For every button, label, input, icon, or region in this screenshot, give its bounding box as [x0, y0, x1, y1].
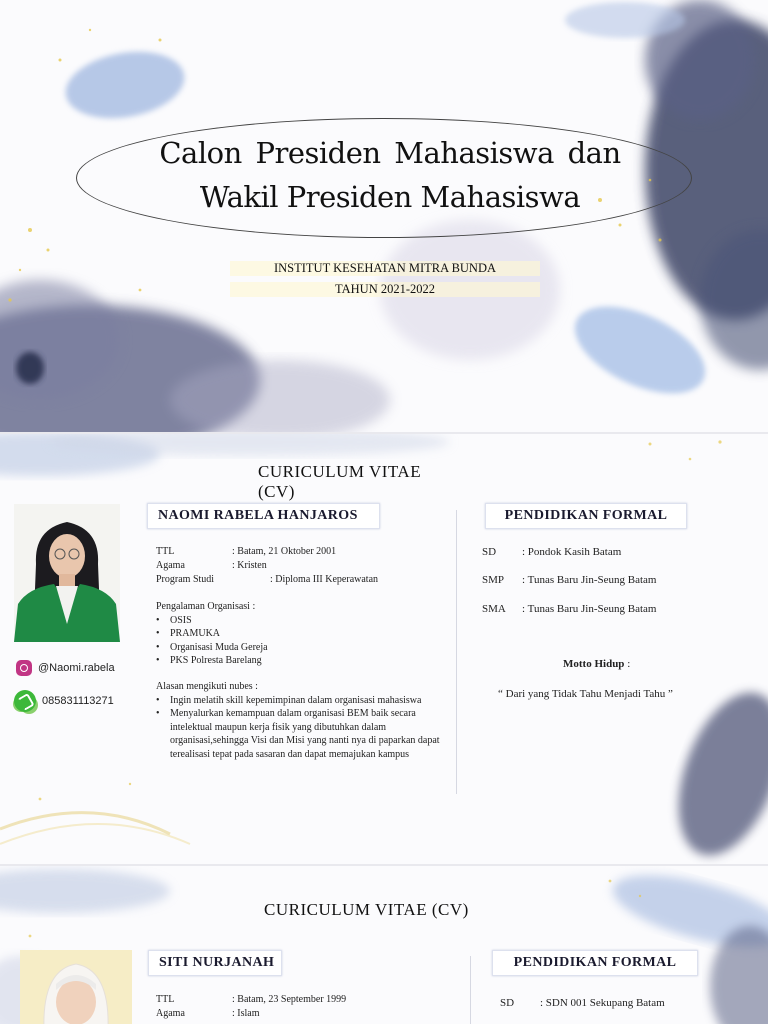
- motto-label: Motto Hidup :: [563, 658, 631, 670]
- cv-heading: CURICULUM VITAE (CV): [258, 462, 422, 501]
- education-title-box: PENDIDIKAN FORMAL: [485, 503, 687, 529]
- column-divider: [456, 510, 457, 794]
- cover-slide: [0, 0, 768, 432]
- prodi-row: Program Studi : Diploma III Keperawatan: [156, 574, 379, 585]
- academic-year: TAHUN 2021-2022: [230, 282, 540, 297]
- education-row-sma: SMA : Tunas Baru Jin-Seung Batam: [482, 603, 657, 615]
- reason-item: • Menyalurkan kemampuan dalam organisasi BEM baik secara intelektual maupun kerja fisik yang dibutuhkan dalam organisasi,sehingga Visi dan Misi yang nanti nya di paparkan dapat terealisasi tepat pada sasaran dan dapat memajukan kampus: [156, 707, 456, 761]
- organization-item: • OSIS: [156, 614, 268, 628]
- candidate-name-box: NAOMI RABELA HANJAROS: [147, 503, 380, 529]
- motto-text: “ Dari yang Tidak Tahu Menjadi Tahu ”: [498, 688, 673, 700]
- education-row-smp: SMP : Tunas Baru Jin-Seung Batam: [482, 574, 657, 586]
- organization-item: • Organisasi Muda Gereja: [156, 641, 268, 655]
- reason-title: Alasan mengikuti nubes :: [156, 681, 258, 692]
- cv-slide-siti: [0, 866, 768, 1024]
- education-row-sd: SD : SDN 001 Sekupang Batam: [500, 997, 665, 1009]
- ttl-row: TTL : Batam, 21 Oktober 2001: [156, 546, 337, 557]
- whatsapp-icon: [14, 690, 36, 712]
- organization-item: • PKS Polresta Barelang: [156, 654, 268, 668]
- education-row-sd: SD : Pondok Kasih Batam: [482, 546, 622, 558]
- title-line-2: Wakil Presiden Mahasiswa: [199, 180, 581, 214]
- ttl-row: TTL : Batam, 23 September 1999: [156, 994, 347, 1005]
- candidate-photo: [14, 504, 120, 642]
- agama-row: Agama : Islam: [156, 1008, 260, 1019]
- column-divider: [470, 956, 471, 1024]
- reason-item: • Ingin melatih skill kepemimpinan dalam organisasi mahasiswa: [156, 694, 456, 708]
- cv-slide-naomi: [0, 434, 768, 864]
- organization-section: [156, 600, 268, 668]
- reason-section: [156, 680, 456, 761]
- title-line-1: Calon Presiden Mahasiswa dan: [159, 136, 621, 170]
- education-title-box: PENDIDIKAN FORMAL: [492, 950, 698, 976]
- organization-item: • PRAMUKA: [156, 627, 268, 641]
- cv-heading: CURICULUM VITAE (CV): [264, 900, 469, 919]
- candidate-photo: [20, 950, 132, 1024]
- instagram-handle: @Naomi.rabela: [16, 660, 115, 676]
- phone-number: 085831113271: [14, 690, 114, 712]
- organization-title: Pengalaman Organisasi :: [156, 601, 256, 612]
- institution-name: INSTITUT KESEHATAN MITRA BUNDA: [230, 261, 540, 276]
- instagram-icon: [16, 660, 32, 676]
- candidate-name-box: SITI NURJANAH: [148, 950, 282, 976]
- agama-row: Agama : Kristen: [156, 560, 267, 571]
